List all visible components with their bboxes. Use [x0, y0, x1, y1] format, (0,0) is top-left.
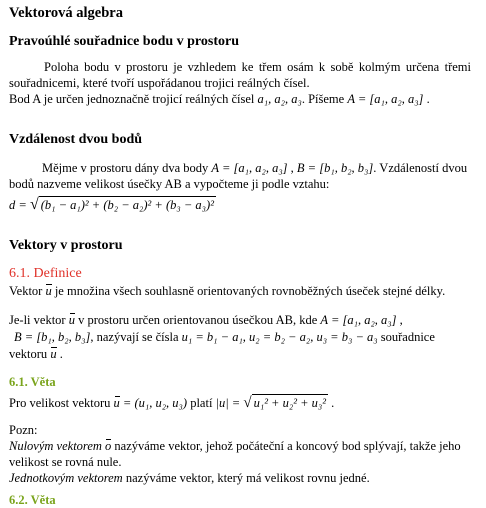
- distance-line1-start: Mějme v prostoru dány dva body: [42, 161, 209, 175]
- distance-point-b: B = [b₁, b₂, b₃]: [296, 161, 374, 175]
- theorem-text: Pro velikost vektoru u = (u₁, u₂, u₃) platí |u| = √ u₁² + u₂² + u₃² .: [9, 395, 335, 411]
- vector-coords-line2-b: souřadnice: [380, 330, 435, 344]
- distance-line2: bodů nazveme velikost úsečky AB a vypočteme ji podle vztahu:: [9, 177, 330, 191]
- coordinates-paragraph-line1: Poloha bodu v prostoru je vzhledem ke třem osám k sobě kolmým určena třemi: [44, 60, 471, 74]
- vector-coords-line1: [9, 312, 403, 328]
- distance-formula: d = √ (b₁ − a₁)² + (b₂ − a₂)² + (b₃ − a₃)²: [9, 196, 214, 213]
- vector-o-symbol: o: [105, 439, 112, 453]
- point-a-text: Bod A je určen jednoznačně trojicí reálných čísel: [9, 92, 255, 106]
- definition-title: 6.1. Definice: [9, 266, 82, 281]
- note-unit-vector: [9, 470, 370, 486]
- vector-coords-line1-b: v prostoru určen orientovanou úsečkou AB, kde: [78, 313, 318, 327]
- document-title: Vektorová algebra: [9, 5, 123, 21]
- distance-formula-rhs: (b₁ − a₁)² + (b₂ − a₂)² + (b₃ − a₃)²: [40, 198, 214, 212]
- vector-u-symbol-4: u: [113, 396, 120, 410]
- distance-point-a: A = [a₁, a₂, a₃]: [211, 161, 288, 175]
- vector-coords-line2-a: , nazývají se čísla: [90, 330, 179, 344]
- note-zero-vector: [9, 438, 461, 454]
- point-a-coords: a₁, a₂, a₃: [257, 92, 302, 106]
- note-unit-vector-rest: nazýváme vektor, který má velikost rovnu jedné.: [125, 471, 370, 485]
- point-a-formula: A = [a₁, a₂, a₃]: [347, 92, 424, 106]
- definition-text: [9, 283, 445, 299]
- vector-coords-line3-a: vektoru: [9, 347, 48, 361]
- vector-coords-point-b: B = [b₁, b₂, b₃]: [14, 330, 91, 344]
- coordinates-paragraph-point-a: Bod A je určen jednoznačně trojicí reálných čísel a₁, a₂, a₃. Píšeme A = [a₁, a₂, a₃] .: [9, 92, 430, 106]
- vector-u-symbol: u: [45, 284, 52, 298]
- coordinates-paragraph-line2: souřadnicemi, které tvoří uspořádanou trojici reálných čísel.: [9, 76, 310, 90]
- note-zero-vector-italic: Nulovým vektorem: [9, 439, 102, 453]
- theorem-text-b: platí: [190, 396, 213, 410]
- distance-line1-end: . Vzdáleností dvou: [373, 161, 468, 175]
- theorem-formula-sqrt: u₁² + u₂² + u₃²: [253, 396, 326, 410]
- distance-formula-lhs: d =: [9, 198, 27, 212]
- note-zero-vector-line2: velikost se rovná nule.: [9, 455, 122, 469]
- theorem-2-title-cut: 6.2. Věta: [9, 493, 56, 507]
- point-a-write: . Píšeme: [301, 92, 345, 106]
- theorem-vector-formula: = (u₁, u₂, u₃): [122, 396, 188, 410]
- definition-text-b: je množina všech souhlasně orientovaných rovnoběžných úseček stejné délky.: [54, 284, 446, 298]
- theorem-text-a: Pro velikost vektoru: [9, 396, 111, 410]
- note-unit-vector-italic: Jednotkovým vektorem: [9, 471, 123, 485]
- distance-line1: Mějme v prostoru dány dva body A = [a₁, a₂, a₃] , B = [b₁, b₂, b₃]. Vzdáleností dvou: [42, 161, 468, 175]
- theorem-formula-lhs: |u| =: [215, 396, 241, 410]
- vector-coords-line1-a: Je-li vektor: [9, 313, 66, 327]
- vector-u-symbol-3: u: [50, 347, 57, 361]
- vector-u-symbol-2: u: [68, 313, 75, 327]
- vector-coords-formula: u₁ = b₁ − a₁, u₂ = b₂ − a₂, u₃ = b₃ − a₃: [181, 330, 378, 344]
- vector-coords-line2: [14, 329, 435, 345]
- definition-text-a: Vektor: [9, 284, 43, 298]
- section-heading-vectors: Vektory v prostoru: [9, 238, 123, 253]
- section-heading-coordinates: Pravoúhlé souřadnice bodu v prostoru: [9, 34, 239, 49]
- note-title: Pozn:: [9, 423, 38, 437]
- vector-coords-point-a: A = [a₁, a₂, a₃] ,: [320, 313, 403, 327]
- section-heading-distance: Vzdálenost dvou bodů: [9, 132, 143, 147]
- note-zero-vector-rest: nazýváme vektor, jehož počáteční a koncový bod splývají, takže jeho: [114, 439, 461, 453]
- theorem-title: 6.1. Věta: [9, 375, 56, 389]
- vector-coords-line3: vektoru u .: [9, 347, 63, 361]
